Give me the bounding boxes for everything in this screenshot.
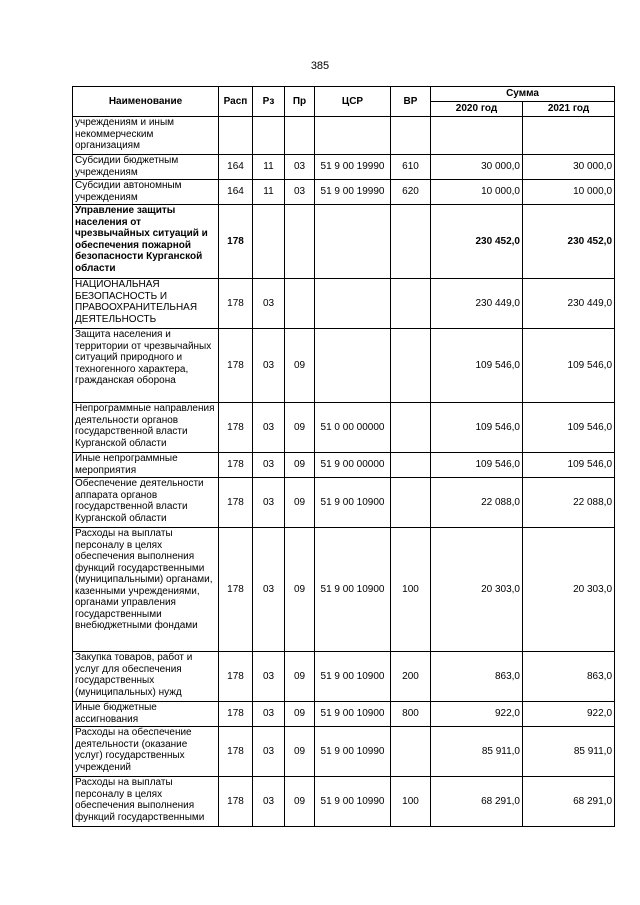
cell-vr: [391, 205, 431, 279]
cell-csr: [315, 205, 391, 279]
cell-pr: 09: [285, 453, 315, 478]
cell-pr: 09: [285, 478, 315, 528]
cell-csr: 51 9 00 10900: [315, 652, 391, 702]
header-sum: Сумма: [431, 87, 615, 102]
cell-rz: 03: [253, 279, 285, 329]
cell-y2020: 85 911,0: [431, 727, 523, 777]
table-row: [73, 403, 615, 453]
cell-csr: [315, 279, 391, 329]
budget-table: [72, 86, 615, 827]
cell-rz: 03: [253, 403, 285, 453]
cell-y2021: 109 546,0: [523, 403, 615, 453]
cell-name: НАЦИОНАЛЬНАЯ БЕЗОПАСНОСТЬ И ПРАВООХРАНИТЕЛЬНАЯ ДЕЯТЕЛЬНОСТЬ: [73, 279, 219, 329]
cell-y2020: 109 546,0: [431, 403, 523, 453]
cell-y2020: 863,0: [431, 652, 523, 702]
cell-y2020: 20 303,0: [431, 528, 523, 652]
cell-pr: 09: [285, 329, 315, 403]
cell-rz: 03: [253, 727, 285, 777]
cell-y2021: 22 088,0: [523, 478, 615, 528]
cell-y2021: 68 291,0: [523, 777, 615, 827]
table-row: [73, 528, 615, 652]
cell-name: Иные непрограммные мероприятия: [73, 453, 219, 478]
cell-csr: 51 9 00 10900: [315, 702, 391, 727]
cell-rasp: 178: [219, 777, 253, 827]
cell-name: учреждениям и иным некоммерческим организациям: [73, 117, 219, 155]
cell-y2021: 109 546,0: [523, 453, 615, 478]
cell-rasp: 178: [219, 478, 253, 528]
cell-name: Управление защиты населения от чрезвычайных ситуаций и обеспечения пожарной безопасности Курганской области: [73, 205, 219, 279]
cell-pr: [285, 279, 315, 329]
table-row: [73, 478, 615, 528]
cell-rz: [253, 117, 285, 155]
cell-y2021: 109 546,0: [523, 329, 615, 403]
cell-csr: [315, 329, 391, 403]
cell-pr: [285, 117, 315, 155]
cell-y2021: 863,0: [523, 652, 615, 702]
cell-name: Защита населения и территории от чрезвычайных ситуаций природного и техногенного характера, гражданская оборона: [73, 329, 219, 403]
cell-y2021: 922,0: [523, 702, 615, 727]
cell-csr: [315, 117, 391, 155]
cell-rasp: 178: [219, 528, 253, 652]
cell-y2021: [523, 117, 615, 155]
cell-y2020: 109 546,0: [431, 329, 523, 403]
cell-rz: 11: [253, 155, 285, 180]
cell-csr: 51 9 00 19990: [315, 180, 391, 205]
cell-vr: [391, 727, 431, 777]
cell-vr: [391, 117, 431, 155]
cell-y2020: 109 546,0: [431, 453, 523, 478]
cell-y2020: 68 291,0: [431, 777, 523, 827]
cell-pr: 09: [285, 403, 315, 453]
cell-vr: 610: [391, 155, 431, 180]
page-number: 385: [310, 60, 330, 72]
cell-pr: 09: [285, 652, 315, 702]
cell-rz: 03: [253, 777, 285, 827]
cell-y2020: 22 088,0: [431, 478, 523, 528]
cell-csr: 51 9 00 10990: [315, 777, 391, 827]
cell-y2021: 30 000,0: [523, 155, 615, 180]
cell-vr: 100: [391, 777, 431, 827]
cell-rasp: 178: [219, 329, 253, 403]
table-row: [73, 652, 615, 702]
cell-rasp: 178: [219, 652, 253, 702]
cell-csr: 51 9 00 10900: [315, 478, 391, 528]
header-name: Наименование: [73, 87, 219, 117]
cell-pr: 09: [285, 727, 315, 777]
cell-rz: 03: [253, 329, 285, 403]
cell-rz: 03: [253, 478, 285, 528]
cell-csr: 51 9 00 10900: [315, 528, 391, 652]
cell-name: Закупка товаров, работ и услуг для обеспечения государственных (муниципальных) нужд: [73, 652, 219, 702]
cell-rasp: 178: [219, 453, 253, 478]
cell-name: Субсидии автономным учреждениям: [73, 180, 219, 205]
cell-y2020: 922,0: [431, 702, 523, 727]
header-rz: Рз: [253, 87, 285, 117]
cell-pr: [285, 205, 315, 279]
table-row: [73, 155, 615, 180]
cell-y2020: [431, 117, 523, 155]
header-csr: ЦСР: [315, 87, 391, 117]
cell-name: Непрограммные направления деятельности органов государственной власти Курганской области: [73, 403, 219, 453]
table-row: [73, 205, 615, 279]
cell-vr: 200: [391, 652, 431, 702]
table-row: [73, 702, 615, 727]
cell-y2020: 230 452,0: [431, 205, 523, 279]
cell-y2021: 85 911,0: [523, 727, 615, 777]
cell-vr: 800: [391, 702, 431, 727]
cell-rz: [253, 205, 285, 279]
cell-rasp: 178: [219, 702, 253, 727]
cell-y2021: 20 303,0: [523, 528, 615, 652]
cell-y2021: 230 452,0: [523, 205, 615, 279]
table-row: [73, 279, 615, 329]
table-row: [73, 329, 615, 403]
cell-rz: 03: [253, 702, 285, 727]
cell-vr: [391, 279, 431, 329]
cell-y2021: 10 000,0: [523, 180, 615, 205]
cell-csr: 51 9 00 00000: [315, 453, 391, 478]
cell-rasp: 164: [219, 155, 253, 180]
cell-vr: 620: [391, 180, 431, 205]
table-row: [73, 180, 615, 205]
table-body: [73, 117, 615, 827]
cell-rasp: 164: [219, 180, 253, 205]
cell-pr: 03: [285, 180, 315, 205]
cell-vr: 100: [391, 528, 431, 652]
table-row: [73, 453, 615, 478]
cell-name: Расходы на выплаты персоналу в целях обеспечения выполнения функций государственными (муниципальными) органами, казенными учреждениями, органами управления государственными внебюджетными фондами: [73, 528, 219, 652]
header-year-2020: 2020 год: [431, 102, 523, 117]
cell-rasp: 178: [219, 279, 253, 329]
cell-name: Расходы на выплаты персоналу в целях обеспечения выполнения функций государственными: [73, 777, 219, 827]
cell-vr: [391, 329, 431, 403]
cell-name: Иные бюджетные ассигнования: [73, 702, 219, 727]
cell-rasp: 178: [219, 727, 253, 777]
cell-csr: 51 0 00 00000: [315, 403, 391, 453]
cell-rz: 03: [253, 652, 285, 702]
cell-y2020: 10 000,0: [431, 180, 523, 205]
cell-vr: [391, 478, 431, 528]
cell-csr: 51 9 00 10990: [315, 727, 391, 777]
cell-rasp: 178: [219, 205, 253, 279]
cell-y2020: 230 449,0: [431, 279, 523, 329]
table-row: [73, 777, 615, 827]
cell-name: Расходы на обеспечение деятельности (оказание услуг) государственных учреждений: [73, 727, 219, 777]
table-row: [73, 727, 615, 777]
cell-rz: 03: [253, 453, 285, 478]
cell-rasp: [219, 117, 253, 155]
cell-name: Субсидии бюджетным учреждениям: [73, 155, 219, 180]
cell-pr: 03: [285, 155, 315, 180]
cell-csr: 51 9 00 19990: [315, 155, 391, 180]
cell-vr: [391, 403, 431, 453]
cell-rasp: 178: [219, 403, 253, 453]
header-rasp: Расп: [219, 87, 253, 117]
cell-vr: [391, 453, 431, 478]
header-pr: Пр: [285, 87, 315, 117]
cell-rz: 03: [253, 528, 285, 652]
cell-pr: 09: [285, 528, 315, 652]
cell-rz: 11: [253, 180, 285, 205]
cell-y2020: 30 000,0: [431, 155, 523, 180]
cell-name: Обеспечение деятельности аппарата органов государственной власти Курганской области: [73, 478, 219, 528]
header-row: [73, 87, 615, 102]
header-year-2021: 2021 год: [523, 102, 615, 117]
cell-pr: 09: [285, 777, 315, 827]
cell-y2021: 230 449,0: [523, 279, 615, 329]
cell-pr: 09: [285, 702, 315, 727]
table-row: [73, 117, 615, 155]
header-vr: ВР: [391, 87, 431, 117]
